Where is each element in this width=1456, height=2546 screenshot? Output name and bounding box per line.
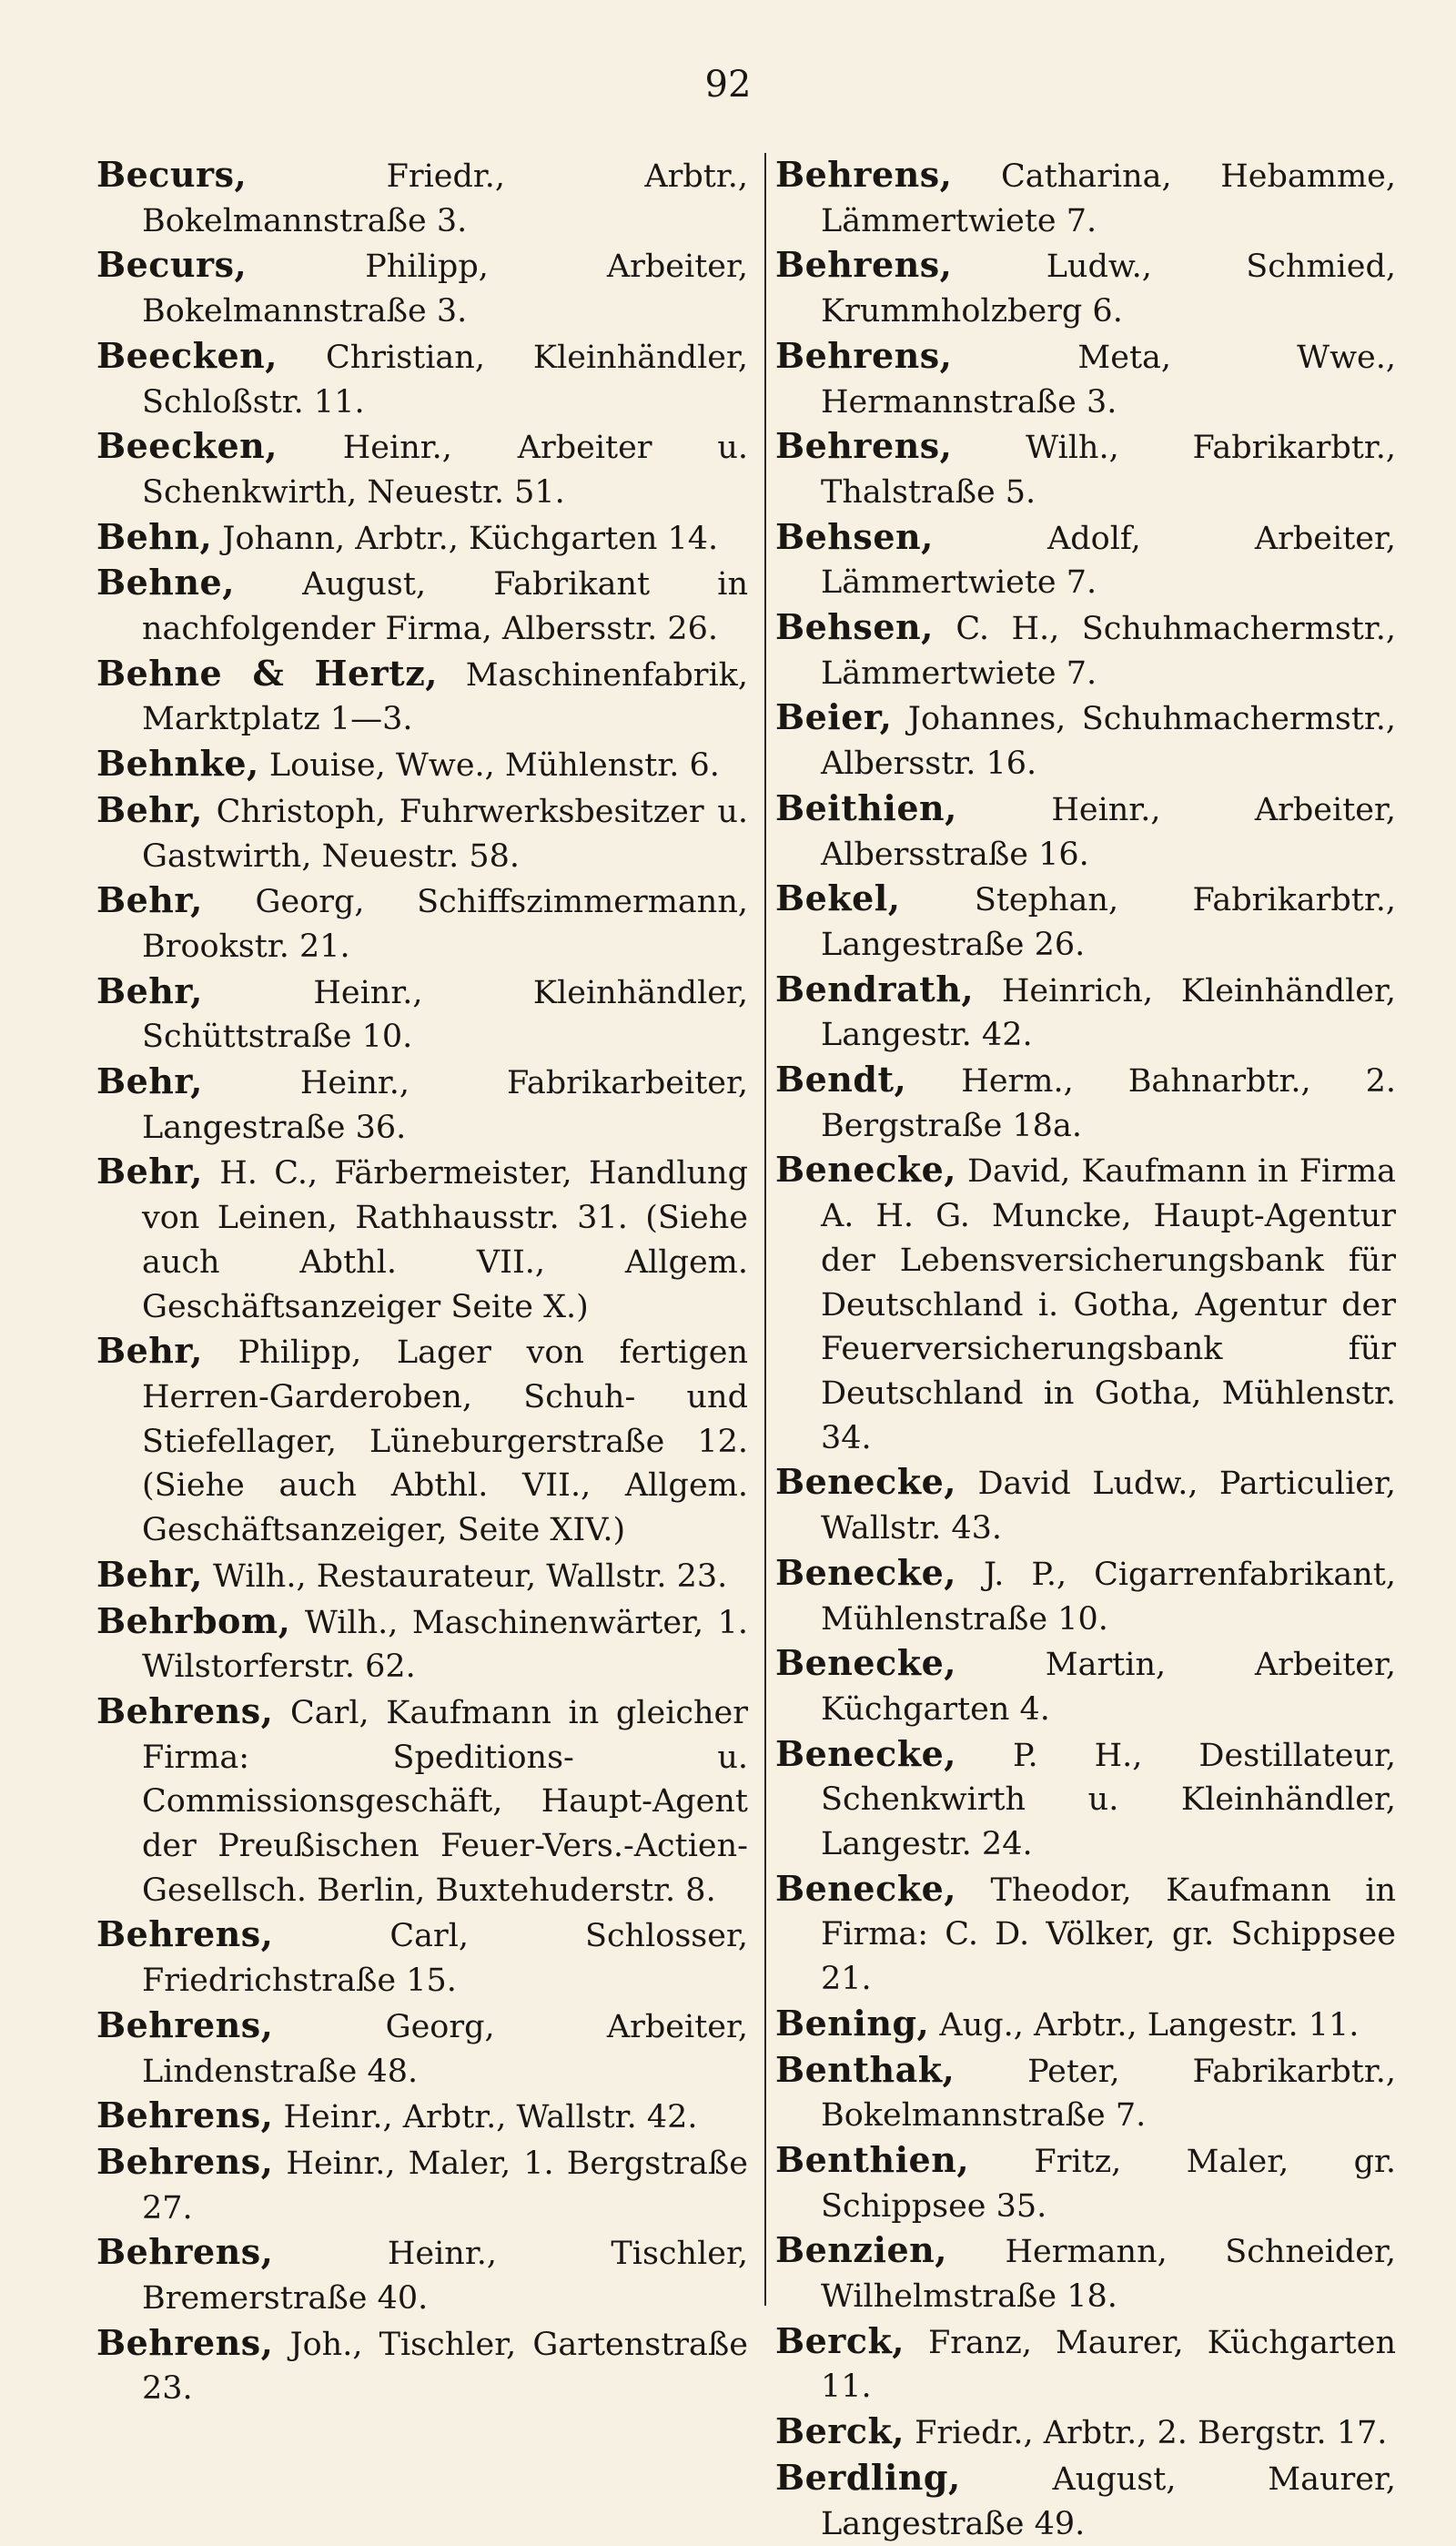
entry-details: Aug., Arbtr., Langestr. 11. bbox=[929, 2006, 1360, 2044]
entry-name: Behsen, bbox=[775, 515, 934, 557]
directory-entry bbox=[96, 969, 748, 1060]
directory-entry bbox=[775, 515, 1396, 605]
directory-entry bbox=[775, 2228, 1396, 2318]
entry-details: Friedr., Arbtr., Bokelmannstraße 3. bbox=[142, 158, 748, 239]
directory-entry bbox=[96, 2003, 748, 2094]
entry-name: Behrens, bbox=[775, 425, 953, 467]
directory-entry bbox=[96, 2230, 748, 2320]
directory-entry bbox=[775, 334, 1396, 424]
entry-name: Becurs, bbox=[96, 154, 248, 195]
entry-name: Behrens, bbox=[96, 1689, 274, 1731]
directory-entry bbox=[775, 2456, 1396, 2546]
entry-details: Ludw., Schmied, Krummholzberg 6. bbox=[821, 249, 1396, 330]
entry-details: Heinr., Maler, 1. Bergstraße 27. bbox=[142, 2145, 748, 2226]
directory-entry bbox=[96, 243, 748, 333]
directory-entry bbox=[96, 334, 748, 424]
entry-details: Herm., Bahnarbtr., 2. Bergstraße 18a. bbox=[821, 1063, 1396, 1144]
entry-name: Behrens, bbox=[96, 2321, 274, 2363]
entry-name: Behr, bbox=[96, 1151, 203, 1192]
entry-name: Behrens, bbox=[96, 2095, 274, 2136]
entry-details: Hermann, Schneider, Wilhelmstraße 18. bbox=[821, 2234, 1396, 2316]
directory-entry bbox=[775, 877, 1396, 967]
entry-details: Georg, Schiffszimmermann, Brookstr. 21. bbox=[142, 884, 748, 965]
directory-entry bbox=[96, 652, 748, 742]
directory-entry bbox=[775, 153, 1396, 243]
entry-details: Martin, Arbeiter, Küchgarten 4. bbox=[821, 1647, 1396, 1728]
entry-details: Adolf, Arbeiter, Lämmertwiete 7. bbox=[821, 520, 1396, 602]
entry-name: Berdling, bbox=[775, 2456, 961, 2498]
entry-name: Behr, bbox=[96, 1330, 203, 1372]
page-number: 92 bbox=[704, 64, 752, 106]
directory-entry bbox=[96, 561, 748, 651]
directory-entry bbox=[775, 2409, 1396, 2456]
directory-entry bbox=[96, 424, 748, 514]
entry-name: Bening, bbox=[775, 2002, 930, 2044]
directory-entry bbox=[775, 2002, 1396, 2048]
entry-details: Christian, Kleinhändler, Schloßstr. 11. bbox=[142, 339, 748, 421]
entry-details: Georg, Arbeiter, Lindenstraße 48. bbox=[142, 2008, 748, 2090]
entry-name: Becurs, bbox=[96, 244, 248, 286]
entry-details: August, Fabrikant in nachfolgender Firma, Albersstr. 26. bbox=[142, 566, 748, 648]
directory-entry bbox=[775, 1641, 1396, 1731]
entry-name: Behr, bbox=[96, 879, 203, 921]
entry-details: Christoph, Fuhrwerksbesitzer u. Gastwirth, Neuestr. 58. bbox=[142, 793, 748, 875]
entry-name: Behsen, bbox=[775, 606, 934, 648]
right-column bbox=[775, 153, 1396, 2546]
entry-details: Peter, Fabrikarbtr., Bokelmannstraße 7. bbox=[821, 2053, 1396, 2135]
entry-name: Benthak, bbox=[775, 2048, 956, 2090]
directory-entry bbox=[96, 1599, 748, 1689]
directory-entry bbox=[775, 243, 1396, 333]
entry-details: Friedr., Arbtr., 2. Bergstr. 17. bbox=[905, 2415, 1388, 2452]
entry-name: Beier, bbox=[775, 696, 893, 738]
entry-details: David Ludw., Particulier, Wallstr. 43. bbox=[821, 1466, 1396, 1547]
entry-name: Benecke, bbox=[775, 1551, 956, 1593]
entry-name: Berck, bbox=[775, 2410, 905, 2452]
entry-details: Carl, Kaufmann in gleicher Firma: Speditions- u. Commissionsgeschäft, Haupt-Agent der Preußischen Feuer-Vers.-Actien-Gesellsch. Berlin, Buxtehuderstr. 8. bbox=[142, 1694, 748, 1909]
directory-entry bbox=[96, 515, 748, 562]
entry-name: Behr, bbox=[96, 969, 203, 1011]
entry-details: Fritz, Maler, gr. Schippsee 35. bbox=[821, 2143, 1396, 2225]
entry-name: Behrens, bbox=[775, 334, 953, 376]
directory-entry bbox=[96, 1912, 748, 2003]
entry-details: Johann, Arbtr., Küchgarten 14. bbox=[212, 520, 719, 557]
directory-entry bbox=[775, 2319, 1396, 2409]
entry-details: Meta, Wwe., Hermannstraße 3. bbox=[821, 339, 1396, 421]
directory-entry bbox=[96, 1689, 748, 1913]
entry-name: Beecken, bbox=[96, 425, 278, 467]
directory-entry bbox=[775, 2138, 1396, 2228]
entry-name: Behr, bbox=[96, 1553, 203, 1595]
entry-name: Benecke, bbox=[775, 1867, 956, 1909]
directory-entry bbox=[775, 1148, 1396, 1460]
entry-details: Philipp, Arbeiter, Bokelmannstraße 3. bbox=[142, 249, 748, 330]
entry-name: Behrens, bbox=[96, 1913, 274, 1955]
entry-name: Behn, bbox=[96, 515, 213, 557]
entry-name: Behrens, bbox=[775, 154, 953, 195]
entry-details: Wilh., Maschinenwärter, 1. Wilstorferstr. 62. bbox=[142, 1604, 748, 1686]
entry-name: Behr, bbox=[96, 1060, 203, 1102]
directory-entry bbox=[775, 605, 1396, 695]
entry-details: C. H., Schuhmachermstr., Lämmertwiete 7. bbox=[821, 611, 1396, 692]
entry-details: Heinr., Tischler, Bremerstraße 40. bbox=[142, 2236, 748, 2318]
entry-name: Behrens, bbox=[96, 2231, 274, 2273]
entry-details: Carl, Schlosser, Friedrichstraße 15. bbox=[142, 1918, 748, 2000]
entry-name: Bendrath, bbox=[775, 968, 975, 1009]
entry-details: Philipp, Lager von fertigen Herren-Garderoben, Schuh- und Stiefellager, Lüneburgerstraße 12. (Siehe auch Abthl. VII., Allgem. Geschäftsanzeiger, Seite XIV.) bbox=[142, 1334, 748, 1549]
directory-entry bbox=[775, 1460, 1396, 1550]
entry-name: Benthien, bbox=[775, 2138, 970, 2180]
directory-entry bbox=[96, 153, 748, 243]
entry-name: Berck, bbox=[775, 2319, 905, 2361]
entry-name: Beithien, bbox=[775, 786, 957, 828]
directory-entry bbox=[775, 786, 1396, 877]
directory-entry bbox=[775, 1732, 1396, 1867]
entry-details: David, Kaufmann in Firma A. H. G. Muncke, Haupt-Agentur der Lebensversicherungsbank für Deutschland i. Gotha, Agentur der Feuerversicherungsbank für Deutschland in Gotha, Mühlenstr. 34. bbox=[821, 1153, 1396, 1456]
entry-details: H. C., Färbermeister, Handlung von Leinen, Rathhausstr. 31. (Siehe auch Abthl. VII., Allgem. Geschäftsanzeiger Seite X.) bbox=[142, 1155, 748, 1325]
directory-entry bbox=[96, 1553, 748, 1599]
directory-entry bbox=[96, 2321, 748, 2411]
directory-entry bbox=[775, 1058, 1396, 1148]
directory-entry bbox=[96, 788, 748, 878]
entry-name: Behnke, bbox=[96, 743, 259, 785]
entry-details: Johannes, Schuhmachermstr., Albersstr. 16. bbox=[821, 701, 1396, 783]
entry-details: Heinrich, Kleinhändler, Langestr. 42. bbox=[821, 972, 1396, 1054]
entry-details: Theodor, Kaufmann in Firma: C. D. Völker, gr. Schippsee 21. bbox=[821, 1871, 1396, 1998]
entry-name: Behne & Hertz, bbox=[96, 652, 439, 694]
entry-name: Behr, bbox=[96, 788, 203, 830]
directory-entry bbox=[775, 968, 1396, 1058]
directory-entry bbox=[96, 1060, 748, 1150]
directory-entry bbox=[96, 1329, 748, 1553]
entry-details: Maschinenfabrik, Marktplatz 1—3. bbox=[142, 656, 748, 738]
entry-name: Benzien, bbox=[775, 2229, 947, 2271]
entry-name: Behrens, bbox=[96, 2140, 274, 2182]
directory-entry bbox=[96, 878, 748, 969]
directory-entry bbox=[775, 2048, 1396, 2138]
directory-entry bbox=[96, 742, 748, 788]
left-column bbox=[96, 153, 748, 2411]
entry-details: Catharina, Hebamme, Lämmertwiete 7. bbox=[821, 158, 1396, 239]
directory-entry bbox=[775, 1551, 1396, 1641]
entry-details: Louise, Wwe., Mühlenstr. 6. bbox=[258, 747, 720, 785]
entry-details: Heinr., Arbeiter u. Schenkwirth, Neuestr. 51. bbox=[142, 430, 748, 511]
directory-entry bbox=[775, 1867, 1396, 2002]
entry-details: Heinr., Kleinhändler, Schüttstraße 10. bbox=[142, 974, 748, 1056]
entry-name: Beecken, bbox=[96, 334, 278, 376]
entry-details: August, Maurer, Langestraße 49. bbox=[821, 2460, 1396, 2542]
entry-details: Heinr., Arbtr., Wallstr. 42. bbox=[273, 2099, 698, 2136]
entry-name: Behne, bbox=[96, 562, 235, 604]
entry-details: Joh., Tischler, Gartenstraße 23. bbox=[142, 2326, 748, 2408]
entry-details: Heinr., Arbeiter, Albersstraße 16. bbox=[821, 791, 1396, 873]
entry-details: Heinr., Fabrikarbeiter, Langestraße 36. bbox=[142, 1065, 748, 1146]
directory-entry bbox=[775, 424, 1396, 514]
entry-details: J. P., Cigarrenfabrikant, Mühlenstraße 10. bbox=[821, 1556, 1396, 1638]
entry-name: Behrens, bbox=[775, 244, 953, 286]
entry-details: Wilh., Restaurateur, Wallstr. 23. bbox=[202, 1557, 728, 1595]
entry-name: Behrens, bbox=[96, 2003, 274, 2045]
directory-entry bbox=[96, 1150, 748, 1329]
entry-name: Bendt, bbox=[775, 1059, 907, 1101]
entry-details: Stephan, Fabrikarbtr., Langestraße 26. bbox=[821, 882, 1396, 963]
column-divider bbox=[764, 153, 766, 2306]
entry-details: Wilh., Fabrikarbtr., Thalstraße 5. bbox=[821, 430, 1396, 511]
directory-entry bbox=[775, 695, 1396, 786]
entry-name: Bekel, bbox=[775, 877, 901, 919]
directory-entry bbox=[96, 2094, 748, 2140]
entry-details: Franz, Maurer, Küchgarten 11. bbox=[821, 2324, 1396, 2406]
entry-name: Benecke, bbox=[775, 1149, 956, 1191]
entry-details: P. H., Destillateur, Schenkwirth u. Kleinhändler, Langestr. 24. bbox=[821, 1737, 1396, 1863]
entry-name: Benecke, bbox=[775, 1461, 956, 1503]
directory-entry bbox=[96, 2140, 748, 2230]
entry-name: Benecke, bbox=[775, 1732, 956, 1774]
entry-name: Behrbom, bbox=[96, 1599, 291, 1641]
entry-name: Benecke, bbox=[775, 1642, 956, 1684]
